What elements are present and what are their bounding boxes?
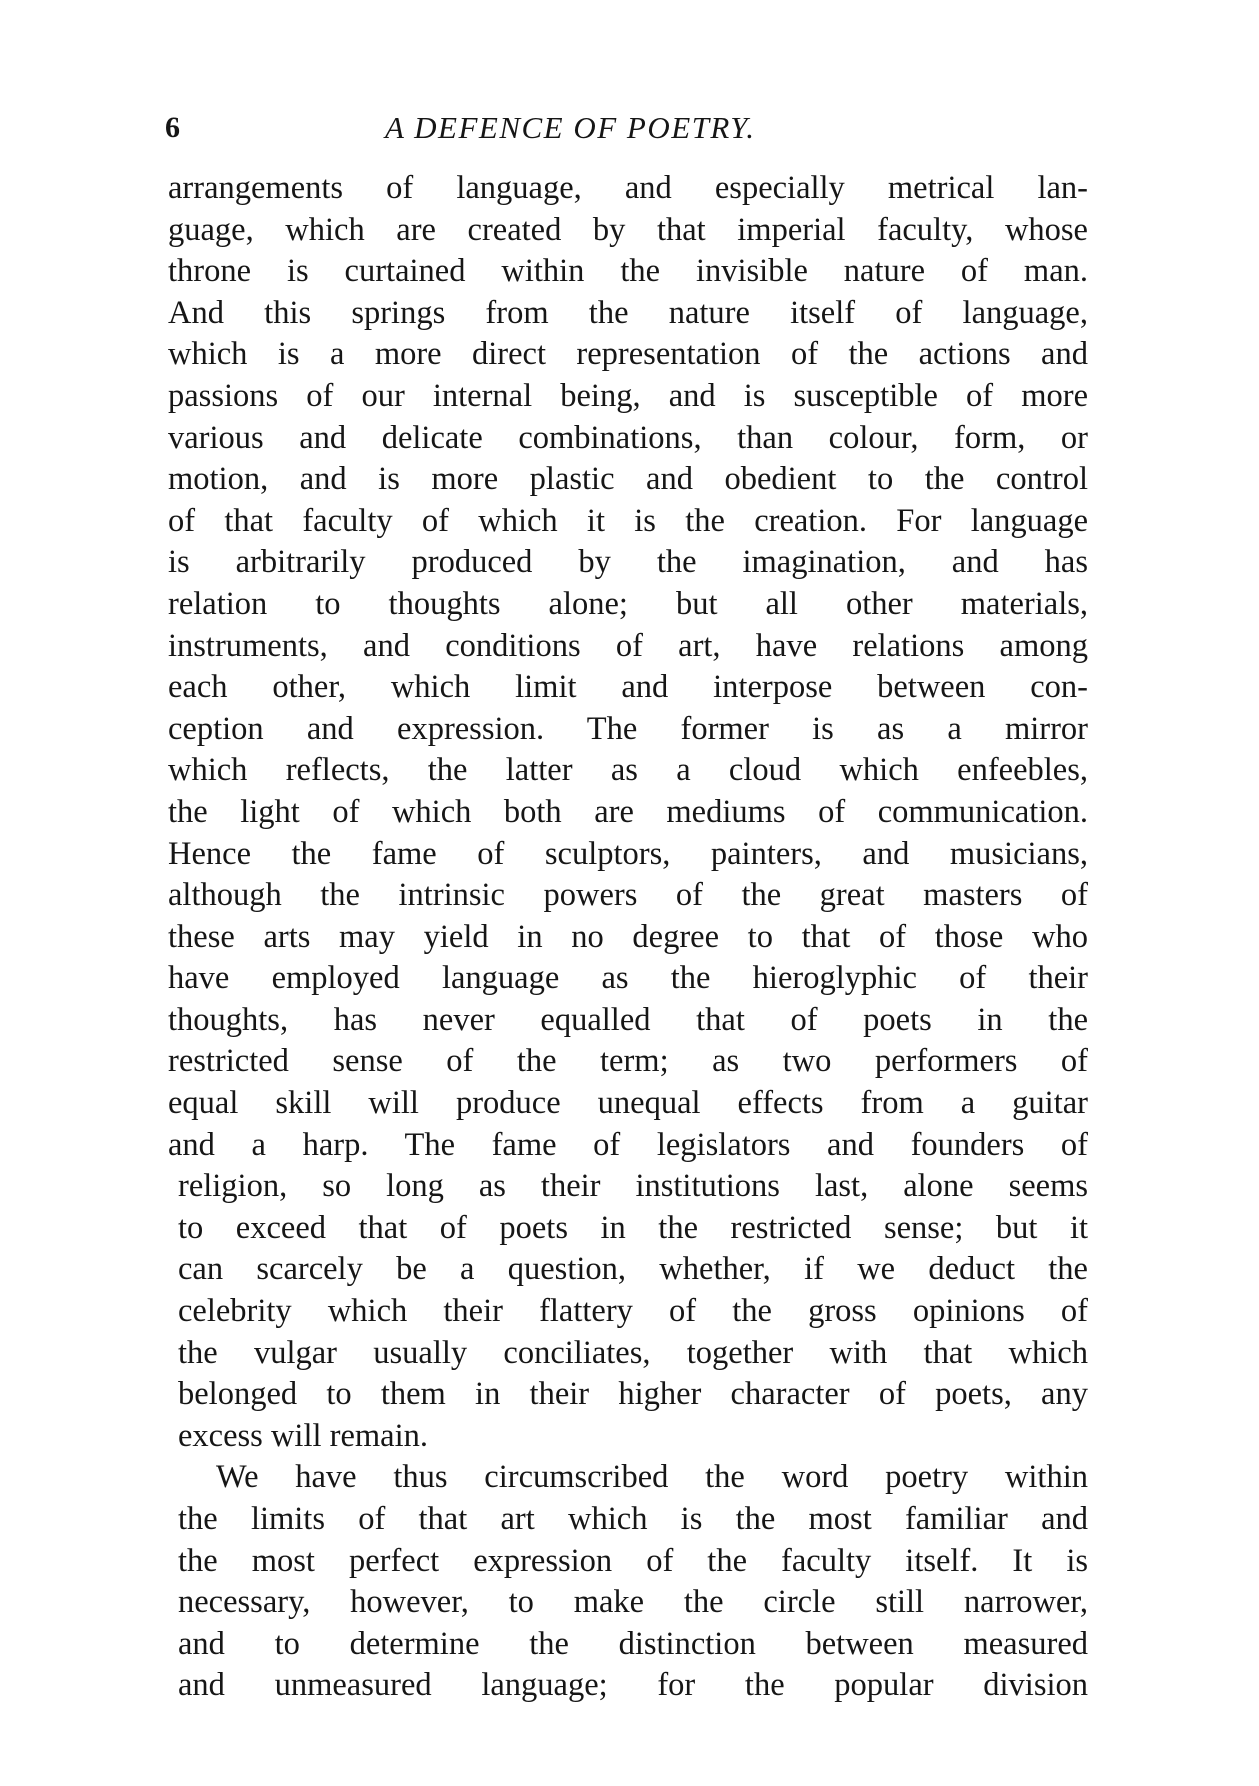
text-line: celebrity which their flattery of the gross opinions of [178, 1293, 1088, 1330]
text-line: religion, so long as their institutions last, alone seems [178, 1168, 1088, 1205]
page-number: 6 [165, 111, 180, 144]
text-line: can scarcely be a question, whether, if we deduct the [178, 1251, 1088, 1288]
page-header [165, 108, 1085, 158]
text-line: excess will remain. [178, 1417, 428, 1454]
running-title: A DEFENCE OF POETRY. [385, 110, 756, 145]
body-text [168, 168, 1088, 1707]
text-line: although the intrinsic powers of the great masters of [168, 877, 1088, 914]
text-line: of that faculty of which it is the creation. For language [168, 502, 1088, 539]
text-line: the vulgar usually conciliates, together with that which [178, 1334, 1088, 1371]
text-line: have employed language as the hieroglyphic of their [168, 960, 1088, 997]
text-line: thoughts, has never equalled that of poets in the [168, 1001, 1088, 1038]
text-line: to exceed that of poets in the restricted sense; but it [178, 1209, 1088, 1246]
text-line: throne is curtained within the invisible nature of man. [168, 253, 1088, 290]
text-line: necessary, however, to make the circle still narrower, [178, 1584, 1088, 1621]
text-line: arrangements of language, and especially metrical lan- [168, 170, 1088, 206]
text-line: ception and expression. The former is as a mirror [168, 710, 1088, 747]
text-line: various and delicate combinations, than colour, form, or [168, 419, 1088, 456]
text-line: these arts may yield in no degree to that of those who [168, 918, 1088, 955]
paragraph-2 [168, 1457, 1088, 1707]
text-line: the most perfect expression of the faculty itself. It is [178, 1542, 1088, 1579]
text-line: And this springs from the nature itself of language, [168, 294, 1088, 331]
text-line: belonged to them in their higher character of poets, any [178, 1376, 1088, 1413]
text-line: motion, and is more plastic and obedient to the control [168, 461, 1088, 498]
text-line: which reflects, the latter as a cloud which enfeebles, [168, 752, 1088, 789]
text-line: guage, which are created by that imperial faculty, whose [168, 211, 1088, 248]
text-line: We have thus circumscribed the word poetry within [216, 1459, 1088, 1496]
text-line: passions of our internal being, and is susceptible of more [168, 377, 1088, 414]
text-line: instruments, and conditions of art, have relations among [168, 627, 1088, 664]
text-line: relation to thoughts alone; but all other materials, [168, 585, 1088, 622]
text-line: and to determine the distinction between measured [178, 1625, 1088, 1662]
text-line: each other, which limit and interpose between con- [168, 669, 1088, 706]
text-line: the limits of that art which is the most familiar and [178, 1501, 1088, 1537]
text-line: Hence the fame of sculptors, painters, and musicians, [168, 835, 1088, 872]
text-line: and unmeasured language; for the popular division [178, 1667, 1088, 1704]
text-line: equal skill will produce unequal effects from a guitar [168, 1085, 1088, 1122]
paragraph-1 [168, 168, 1088, 1457]
text-line: the light of which both are mediums of communication. [168, 793, 1088, 830]
text-line: and a harp. The fame of legislators and founders of [168, 1126, 1088, 1163]
text-line: is arbitrarily produced by the imagination, and has [168, 544, 1088, 581]
text-line: which is a more direct representation of the actions and [168, 336, 1088, 373]
text-line: restricted sense of the term; as two performers of [168, 1043, 1088, 1080]
